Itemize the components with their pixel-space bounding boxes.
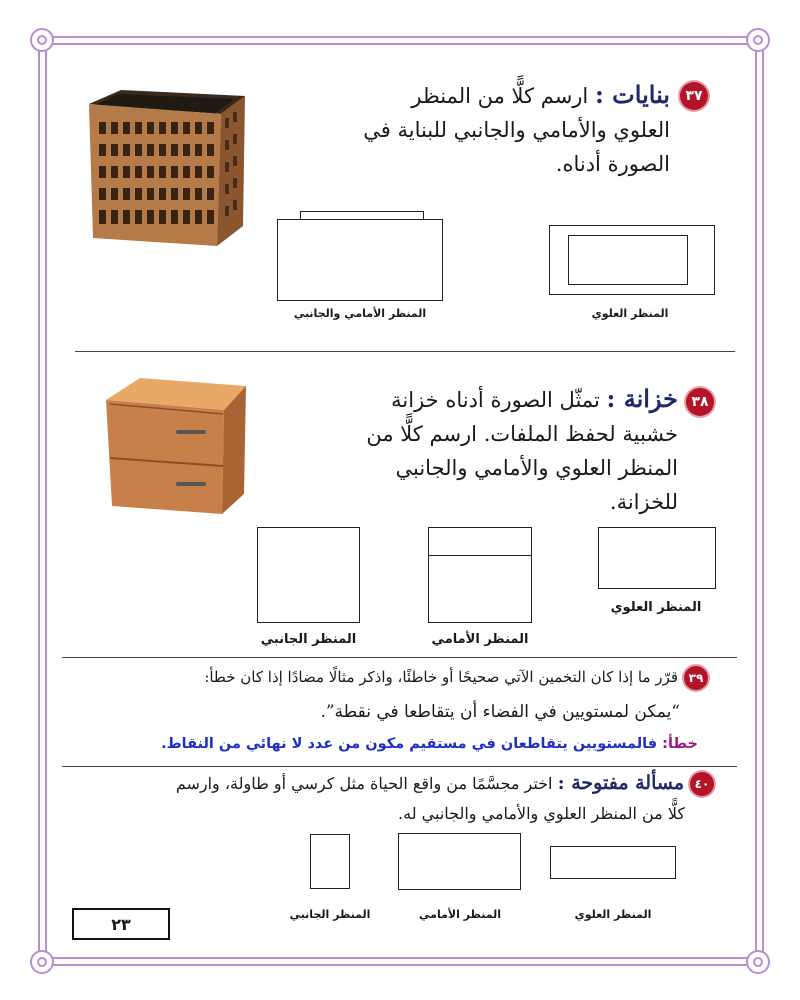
section-divider-2 — [62, 657, 737, 658]
q37-heading: بنايات : — [594, 80, 670, 109]
q38-top-view-box — [598, 527, 716, 589]
q37-line-2: العلوي والأمامي والجانبي للبناية في — [363, 118, 670, 142]
section-divider-1 — [75, 351, 735, 352]
q40-side-view-label: المنظر الجانبي — [289, 908, 371, 921]
q37-top-view-label: المنظر العلوي — [591, 307, 669, 320]
q40-front-view-label: المنظر الأمامي — [419, 908, 501, 921]
q39-answer-label: خطأ: — [662, 736, 698, 752]
corner-ornament-bottom-right — [746, 950, 770, 974]
q40-line-1-row — [70, 772, 684, 794]
q38-line-4: للخزانة. — [609, 490, 678, 514]
q40-line-1: اختر مجسَّمًا من واقع الحياة مثل كرسي أو طاولة، وارسم — [175, 774, 553, 793]
q38-side-view-label: المنظر الجانبي — [260, 632, 357, 647]
q37-line-1: ارسم كلًّا من المنظر — [411, 84, 589, 108]
q39-quote: “يمكن لمستويين في الفضاء أن يتقاطعا في نقطة”. — [320, 702, 680, 722]
q37-front-side-view-box — [277, 219, 443, 301]
question-number-badge-37: ٣٧ — [680, 82, 708, 110]
corner-ornament-top-left — [30, 28, 54, 52]
q38-front-view-box — [428, 527, 532, 623]
q38-heading: خزانة : — [606, 384, 678, 413]
q38-text — [300, 382, 678, 519]
q38-line-2: خشبية لحفظ الملفات. ارسم كلًّا من — [366, 422, 678, 446]
q39-line-1: قرّر ما إذا كان التخمين الآتي صحيحًا أو خاطئًا، واذكر مثالًا مضادًا إذا كان خطأ: — [204, 668, 678, 686]
q38-top-view-label: المنظر العلوي — [610, 600, 702, 615]
page-number: ٢٣ — [72, 908, 170, 940]
q38-front-view-label: المنظر الأمامي — [431, 632, 529, 647]
corner-ornament-top-right — [746, 28, 770, 52]
q37-top-view-inner — [568, 235, 688, 285]
question-number-badge-39: ٣٩ — [684, 666, 708, 690]
q40-side-view-box — [310, 834, 350, 889]
q40-top-view-box — [550, 846, 676, 879]
q37-text — [300, 78, 670, 181]
q40-heading: مسألة مفتوحة : — [557, 772, 684, 794]
q38-side-view-box — [257, 527, 360, 623]
filing-cabinet-image — [98, 374, 250, 520]
question-number-badge-40: ٤٠ — [690, 772, 714, 796]
q39-answer-text: فالمستويين يتقاطعان في مستقيم مكون من عدد لا نهائي من النقاط. — [161, 736, 658, 752]
q38-line-3: المنظر العلوي والأمامي والجانبي — [395, 456, 678, 480]
question-number-badge-38: ٣٨ — [686, 388, 714, 416]
q37-front-side-view-label: المنظر الأمامي والجانبي — [293, 307, 427, 320]
q38-line-1: تمثّل الصورة أدناه خزانة — [391, 388, 600, 412]
q38-front-view-drawer-line — [428, 555, 532, 556]
q37-line-3: الصورة أدناه. — [555, 152, 670, 176]
building-image — [85, 88, 250, 246]
corner-ornament-bottom-left — [30, 950, 54, 974]
q40-top-view-label: المنظر العلوي — [574, 908, 652, 921]
section-divider-3 — [62, 766, 737, 767]
q39-answer — [90, 736, 698, 752]
q40-line-2: كلًّا من المنظر العلوي والأمامي والجانبي له. — [398, 804, 685, 823]
q40-front-view-box — [398, 833, 521, 890]
